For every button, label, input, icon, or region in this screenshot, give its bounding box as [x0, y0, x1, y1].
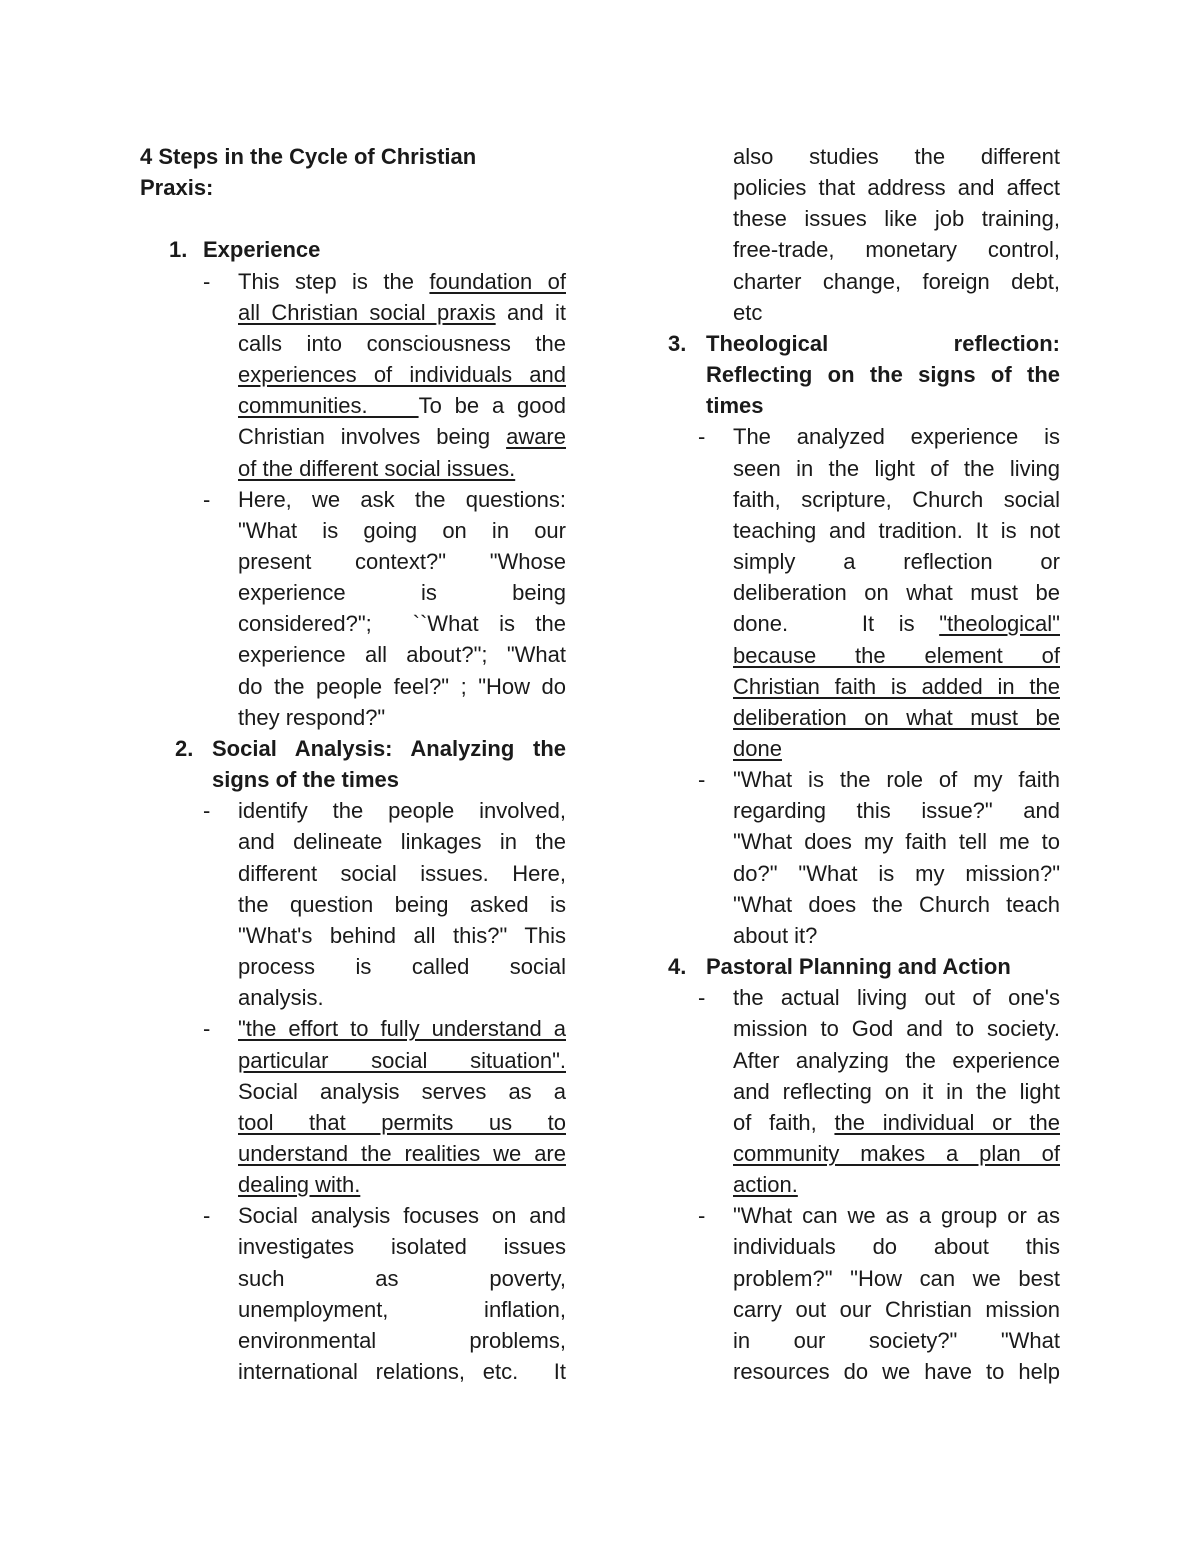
text-line: "What is going on in our — [238, 517, 566, 543]
step-3-number: 3. — [668, 330, 687, 356]
text-line — [238, 1138, 566, 1169]
text-line — [238, 453, 566, 484]
text-line: these issues like job training, — [733, 206, 1060, 232]
document-title — [140, 141, 566, 203]
underline-tool: dealing with. — [238, 1172, 361, 1198]
step-1-heading-line: Experience — [203, 237, 321, 263]
text-line: do the people feel?" ; "How do — [238, 673, 566, 699]
title-line-1: 4 Steps in the Cycle of Christian — [140, 144, 477, 169]
bullet-dash: - — [698, 985, 706, 1011]
step-3-bullet-1 — [668, 421, 1060, 764]
step-2-heading-line: signs of the times — [212, 767, 400, 793]
underline-element: because the element of — [733, 642, 1060, 668]
bullet-dash: - — [203, 268, 211, 294]
text-line — [733, 702, 1060, 733]
step-1-bullet-2 — [140, 484, 566, 733]
bullet-dash: - — [203, 798, 211, 824]
underline-definition: "the effort to fully understand a — [238, 1016, 566, 1042]
underline-communities: communities. — [238, 393, 419, 419]
underline-social-issues: of the different social issues. — [238, 455, 516, 481]
text-line: This step is the foundation of — [238, 268, 566, 294]
text-line: present context?" "Whose — [238, 549, 566, 575]
spacer — [140, 203, 566, 234]
right-column — [668, 141, 1060, 1387]
text-line: resources do we have to help — [733, 1359, 1060, 1385]
step-2-bullet-3 — [140, 1200, 566, 1387]
step-2-heading-line: Social Analysis: Analyzing the — [212, 735, 566, 761]
text-line: "What does the Church teach — [733, 891, 1060, 917]
text-line: "What can we as a group or as — [733, 1203, 1060, 1229]
text-line: in our society?" "What — [733, 1327, 1060, 1353]
text-line — [733, 733, 1060, 764]
step-3-heading-line: Theological reflection: — [706, 330, 1060, 356]
text-line: Here, we ask the questions: — [238, 486, 566, 512]
step-2-heading — [140, 733, 566, 795]
text-line: Social analysis focuses on and — [238, 1203, 566, 1229]
text-line: carry out our Christian mission — [733, 1296, 1060, 1322]
text-line: communities. To be a good — [238, 393, 566, 419]
text-line: unemployment, inflation, — [238, 1296, 566, 1322]
text-line: teaching and tradition. It is not — [733, 517, 1060, 543]
step-3-heading-line: times — [706, 393, 764, 419]
underline-plan: community makes a plan of — [733, 1141, 1060, 1166]
underline-element: deliberation on what must be — [733, 704, 1060, 730]
text-line: regarding this issue?" and — [733, 798, 1060, 824]
bullet-dash: - — [698, 424, 706, 450]
step-4-bullet-1 — [668, 982, 1060, 1200]
text-line: mission to God and to society. — [733, 1016, 1060, 1042]
text-line: and reflecting on it in the light — [733, 1078, 1060, 1104]
text-line: also studies the different — [733, 144, 1060, 169]
underline-plan: the individual or the — [834, 1109, 1060, 1135]
text-line — [238, 1013, 566, 1044]
text-line: investigates isolated issues — [238, 1234, 566, 1260]
text-line — [733, 640, 1060, 671]
underline-tool: tool that permits us to — [238, 1109, 566, 1135]
title-line-2: Praxis: — [140, 175, 214, 201]
text-line — [238, 1107, 566, 1138]
underline-foundation: foundation of — [429, 268, 566, 294]
text-line: seen in the light of the living — [733, 455, 1060, 481]
step-1-number: 1. — [169, 237, 188, 263]
text-line: "What is the role of my faith — [733, 767, 1060, 793]
text-line — [733, 1169, 1060, 1200]
text-line: problem?" "How can we best — [733, 1265, 1060, 1291]
text-line: calls into consciousness the — [238, 330, 566, 356]
step-2-bullet-3-continued — [668, 141, 1060, 328]
text-line — [238, 1045, 566, 1076]
text-line: faith, scripture, Church social — [733, 486, 1060, 512]
step-3-heading-line: Reflecting on the signs of the — [706, 362, 1060, 388]
text-line: Social analysis serves as a — [238, 1078, 566, 1104]
text-line: of faith, the individual or the — [733, 1109, 1060, 1135]
bullet-dash: - — [698, 1203, 706, 1229]
underline-praxis: all Christian social praxis — [238, 299, 496, 325]
text-line: international relations, etc. It — [238, 1359, 566, 1385]
underline-experiences: experiences of individuals and — [238, 362, 566, 388]
text-line: the actual living out of one's — [733, 985, 1060, 1011]
text-line: different social issues. Here, — [238, 860, 566, 886]
left-column — [140, 141, 566, 1387]
underline-aware: aware — [506, 424, 566, 450]
bullet-dash: - — [698, 767, 706, 793]
underline-element: Christian faith is added in the — [733, 673, 1060, 699]
step-2-bullet-1 — [140, 795, 566, 1013]
step-4-number: 4. — [668, 954, 687, 980]
underline-tool: understand the realities we are — [238, 1140, 566, 1166]
text-line: policies that address and affect — [733, 175, 1060, 201]
text-line: do?" "What is my mission?" — [733, 860, 1060, 886]
step-1-heading — [140, 234, 566, 265]
text-line: process is called social — [238, 954, 566, 980]
text-line — [238, 1169, 566, 1200]
text-line — [733, 1138, 1060, 1169]
text-line: Christian involves being aware — [238, 424, 566, 450]
text-line: free-trade, monetary control, — [733, 237, 1060, 263]
text-line: analysis. — [238, 985, 324, 1011]
bullet-dash: - — [203, 1016, 211, 1042]
text-line: all Christian social praxis and it — [238, 299, 566, 325]
text-line: "What's behind all this?" This — [238, 922, 566, 948]
step-2-number: 2. — [175, 735, 194, 761]
step-4-bullet-2 — [668, 1200, 1060, 1387]
text-line: experience all about?"; "What — [238, 642, 566, 668]
underline-element: done — [733, 735, 782, 761]
text-line: experience is being — [238, 580, 566, 606]
text-line: and delineate linkages in the — [238, 829, 566, 855]
text-line: etc — [733, 299, 763, 325]
underline-plan: action. — [733, 1172, 798, 1198]
text-line: individuals do about this — [733, 1234, 1060, 1260]
underline-theological: "theological" — [939, 611, 1060, 637]
text-line: "What does my faith tell me to — [733, 829, 1060, 855]
bullet-dash: - — [203, 1203, 211, 1229]
text-line: the question being asked is — [238, 891, 566, 917]
step-4-heading-line: Pastoral Planning and Action — [706, 954, 1011, 980]
text-line: identify the people involved, — [238, 798, 566, 824]
step-2-bullet-2 — [140, 1013, 566, 1200]
step-3-bullet-2 — [668, 764, 1060, 951]
text-line: simply a reflection or — [733, 549, 1060, 575]
step-1-bullet-1 — [140, 266, 566, 484]
text-line: After analyzing the experience — [733, 1047, 1060, 1073]
text-line: considered?"; ``What is the — [238, 611, 566, 637]
text-line — [238, 359, 566, 390]
text-line: about it? — [733, 922, 818, 948]
text-line: deliberation on what must be — [733, 580, 1060, 606]
text-line: they respond?" — [238, 704, 386, 730]
text-line: environmental problems, — [238, 1327, 566, 1353]
text-line: done. It is "theological" — [733, 611, 1060, 637]
bullet-dash: - — [203, 486, 211, 512]
text-line — [733, 671, 1060, 702]
text-line: charter change, foreign debt, — [733, 268, 1060, 294]
step-3-heading — [668, 328, 1060, 421]
text-line: such as poverty, — [238, 1265, 566, 1291]
text-line: The analyzed experience is — [733, 424, 1060, 450]
step-4-heading — [668, 951, 1060, 982]
underline-definition: particular social situation". — [238, 1047, 566, 1073]
